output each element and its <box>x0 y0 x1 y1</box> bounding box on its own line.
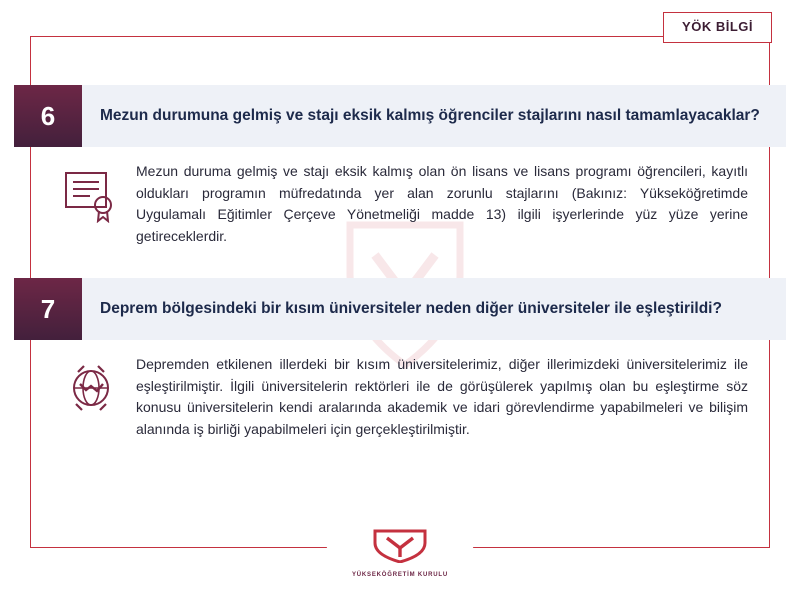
question-row <box>0 278 800 340</box>
question-number-badge: 6 <box>14 85 82 147</box>
certificate-icon <box>62 165 120 223</box>
answer-row <box>0 147 800 258</box>
qa-block-6 <box>0 85 800 258</box>
footer-logo-text: YÜKSEKÖĞRETİM KURULU <box>351 571 448 578</box>
header-tag <box>663 12 772 43</box>
question-text: Deprem bölgesindeki bir kısım üniversiteler neden diğer üniversiteler ile eşleştirildi? <box>100 299 722 317</box>
question-text-box <box>82 278 786 340</box>
question-row <box>0 85 800 147</box>
qa-block-7 <box>0 278 800 451</box>
answer-text: Depremden etkilenen illerdeki bir kısım üniversitelerimiz, diğer illerimizdeki üniversitelerimiz ile eşleştirilmiştir. İlgili üniversitelerin rektörleri ile de görüşülerek yapılmış olan bu eşleştirme söz konusu üniversitelerin kendi aralarında akademik ve idari görevlendirme yapabilmeleri ve bilişim alanında iş birliği yapabilmeleri için gerçekleştirilmiştir. <box>136 356 748 438</box>
answer-text: Mezun duruma gelmiş ve stajı eksik kalmış olan ön lisans ve lisans programı öğrencileri, kayıtlı oldukları programın müfredatında yer alan zorunlu stajlarını (Bakınız: Yükseköğretimde Uygulamalı Eğitimler Çerçeve Yönetmeliği madde 13) ilgili işyerlerinde yüz yüze yerine getireceklerdir. <box>136 163 748 245</box>
question-text: Mezun durumuna gelmiş ve stajı eksik kalmış öğrenciler stajlarını nasıl tamamlayacaklar? <box>100 106 760 124</box>
header-tag-label: YÖK BİLGİ <box>682 19 753 34</box>
handshake-globe-icon <box>62 358 120 416</box>
yok-logo-icon <box>371 529 429 568</box>
question-number-badge: 7 <box>14 278 82 340</box>
answer-row <box>0 340 800 451</box>
question-text-box <box>82 85 786 147</box>
